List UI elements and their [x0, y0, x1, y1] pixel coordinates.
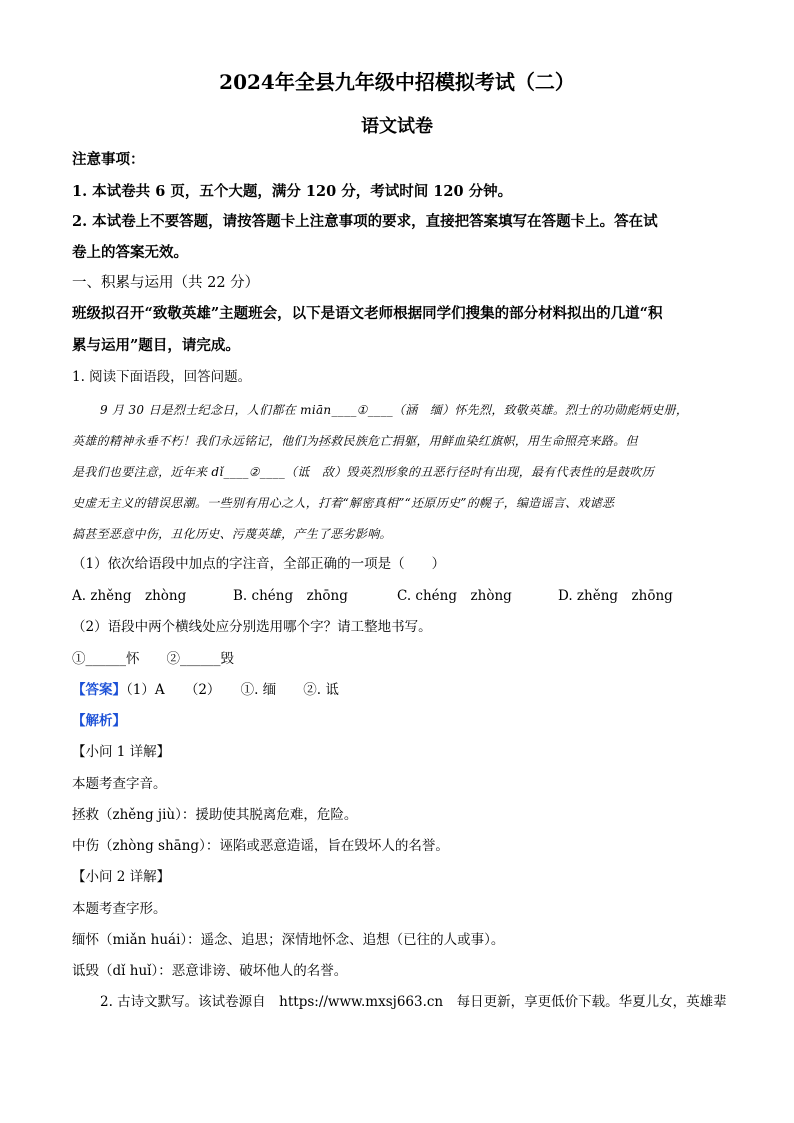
passage-line: 9 月 30 日是烈士纪念日，人们都在 miān____①____（涵 缅）怀先烈，致敬英雄。烈士的功勋彪炳史册，: [100, 403, 689, 417]
passage-line: 英雄的精神永垂不朽！我们永远铭记，他们为拯救民族危亡捐躯，用鲜血染红旗帜，用生命照亮来路。但: [72, 434, 638, 448]
notice-item-1: 1. 本试卷共 6 页，五个大题，满分 120 分，考试时间 120 分钟。: [72, 183, 513, 200]
notice-heading: 注意事项：: [72, 151, 145, 168]
answer-label: 【答案】: [72, 682, 126, 698]
option-b: B. chéng zhōng: [233, 588, 348, 604]
passage-line: 搞甚至恶意中伤，丑化历史、污蔑英雄，产生了恶劣影响。: [72, 527, 392, 541]
notice-item-2a: 2. 本试卷上不要答题，请按答题卡上注意事项的要求，直接把答案填写在答题卡上。答在试: [72, 213, 658, 230]
detail-2-line: 缅怀（miǎn huái）：遥念、追思；深情地怀念、追想（已往的人或事）。: [72, 932, 505, 948]
exam-title: 2024年全县九年级中招模拟考试（二）: [219, 70, 575, 94]
answer-blanks: ①______怀 ②______毁: [72, 651, 234, 667]
sub-question-1-prompt: （1）依次给语段中加点的字注音，全部正确的一项是（ ）: [72, 556, 446, 572]
detail-2-line: 本题考查字形。: [72, 901, 167, 917]
detail-1-line: 中伤（zhòng shāng）：诬陷或恶意造谣，旨在毁坏人的名誉。: [72, 838, 449, 854]
option-d: D. zhěng zhōng: [558, 588, 673, 604]
sub-question-2-prompt: （2）语段中两个横线处应分别选用哪个字？请工整地书写。: [72, 619, 432, 635]
passage-line: 是我们也要注意，近年来 dǐ____②____（诋 敌）毁英烈形象的丑恶行径时有出现，最有代表性的是鼓吹历: [72, 465, 654, 479]
section-intro-b: 累与运用”题目，请完成。: [72, 337, 240, 354]
exam-subtitle: 语文试卷: [361, 116, 433, 137]
detail-1-label: 【小问 1 详解】: [72, 744, 171, 760]
analysis-label: 【解析】: [72, 713, 126, 729]
detail-2-label: 【小问 2 详解】: [72, 869, 171, 885]
detail-1-line: 拯救（zhěng jiù）：援助使其脱离危难，危险。: [72, 807, 358, 823]
answer-text: （1）A （2） ①. 缅 ②. 诋: [126, 682, 339, 698]
option-a: A. zhěng zhòng: [72, 588, 187, 604]
question-2-line: 2. 古诗文默写。该试卷源自 https://www.mxsj663.cn 每日更新，享更低价下载。华夏儿女，英雄辈: [100, 994, 727, 1010]
option-c: C. chéng zhòng: [397, 588, 512, 604]
question-1-prompt: 1. 阅读下面语段，回答问题。: [72, 369, 252, 385]
detail-1-line: 本题考查字音。: [72, 776, 167, 792]
answer-line: [72, 684, 339, 698]
section-heading: 一、积累与运用（共 22 分）: [72, 275, 260, 291]
section-intro-a: 班级拟召开“致敬英雄”主题班会，以下是语文老师根据同学们搜集的部分材料拟出的几道“积: [72, 305, 663, 322]
detail-2-line: 诋毁（dǐ huǐ）：恶意诽谤、破坏他人的名誉。: [72, 963, 348, 979]
notice-item-2b: 卷上的答案无效。: [72, 244, 188, 261]
passage-line: 史虚无主义的错误思潮。一些别有用心之人，打着“解密真相”“还原历史”的幌子，编造谣言、戏谑恶: [72, 496, 615, 510]
